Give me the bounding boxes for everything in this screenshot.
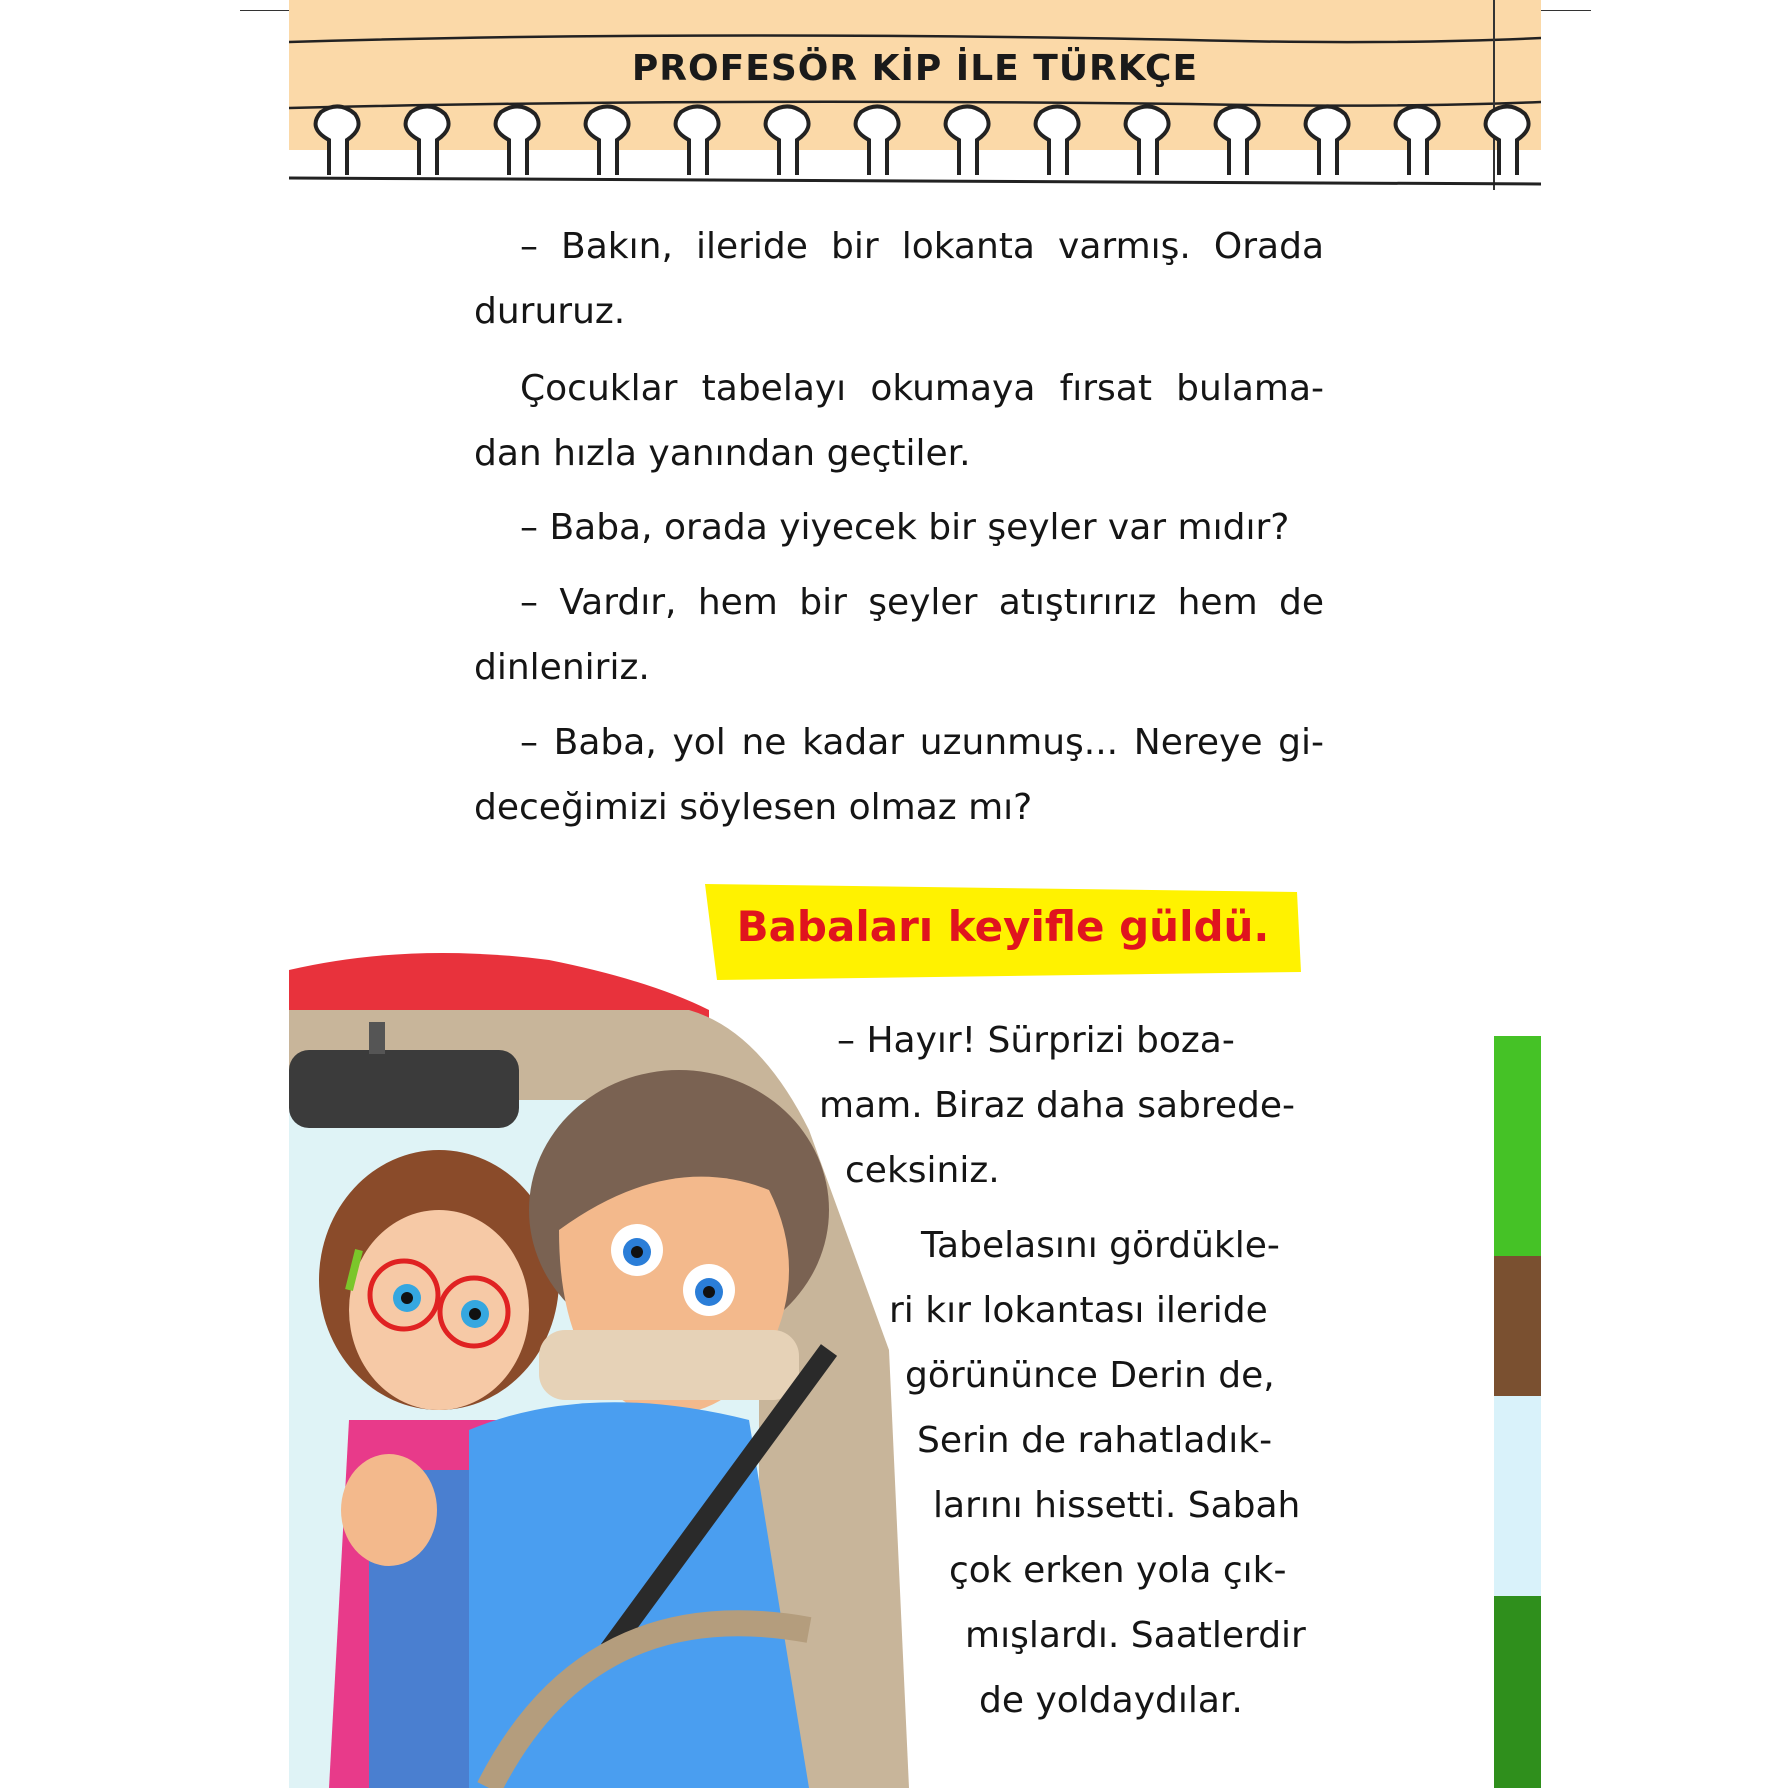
narration-line: larını hissetti. Sabah xyxy=(933,1485,1301,1526)
narration-line: Serin de rahatladık- xyxy=(917,1420,1273,1461)
page-title: PROFESÖR KİP İLE TÜRKÇE xyxy=(631,48,1199,89)
spiral-binding-icon xyxy=(289,0,1541,190)
narration-line: de yoldaydılar. xyxy=(979,1680,1243,1721)
highlight-text: Babaları keyifle güldü. xyxy=(736,902,1270,951)
narration-line: ri kır lokantası ileride xyxy=(889,1290,1268,1331)
narration-line: görününce Derin de, xyxy=(905,1355,1275,1396)
crop-mark-right xyxy=(1541,10,1591,11)
paragraph-3: – Baba, orada yiyecek bir şeyler var mıdır? xyxy=(520,507,1290,548)
narration-line: Tabelasını gördükle- xyxy=(921,1225,1280,1266)
page-header xyxy=(289,0,1541,190)
paragraph-1: – Bakın, ileride bir lokanta varmış. Orada dururuz. xyxy=(474,226,1324,332)
reply-line: ceksiniz. xyxy=(845,1150,1000,1191)
book-page xyxy=(289,0,1541,1788)
family-car-illustration xyxy=(289,950,909,1788)
narration-line: çok erken yola çık- xyxy=(949,1550,1287,1591)
page-edge-strip xyxy=(1494,1036,1541,1788)
narration-line: mışlardı. Saatlerdir xyxy=(965,1615,1306,1656)
paragraph-4: – Vardır, hem bir şeyler atıştırırız hem de dinleniriz. xyxy=(474,582,1324,688)
crop-mark-left xyxy=(240,10,289,11)
reply-line: mam. Biraz daha sabrede- xyxy=(819,1085,1296,1126)
paragraph-5: – Baba, yol ne kadar uzunmuş... Nereye gi-deceğimizi söylesen olmaz mı? xyxy=(474,722,1324,828)
reply-line: – Hayır! Sürprizi boza- xyxy=(837,1020,1235,1061)
paragraph-2: Çocuklar tabelayı okumaya fırsat bulama-dan hızla yanından geçtiler. xyxy=(474,368,1324,474)
